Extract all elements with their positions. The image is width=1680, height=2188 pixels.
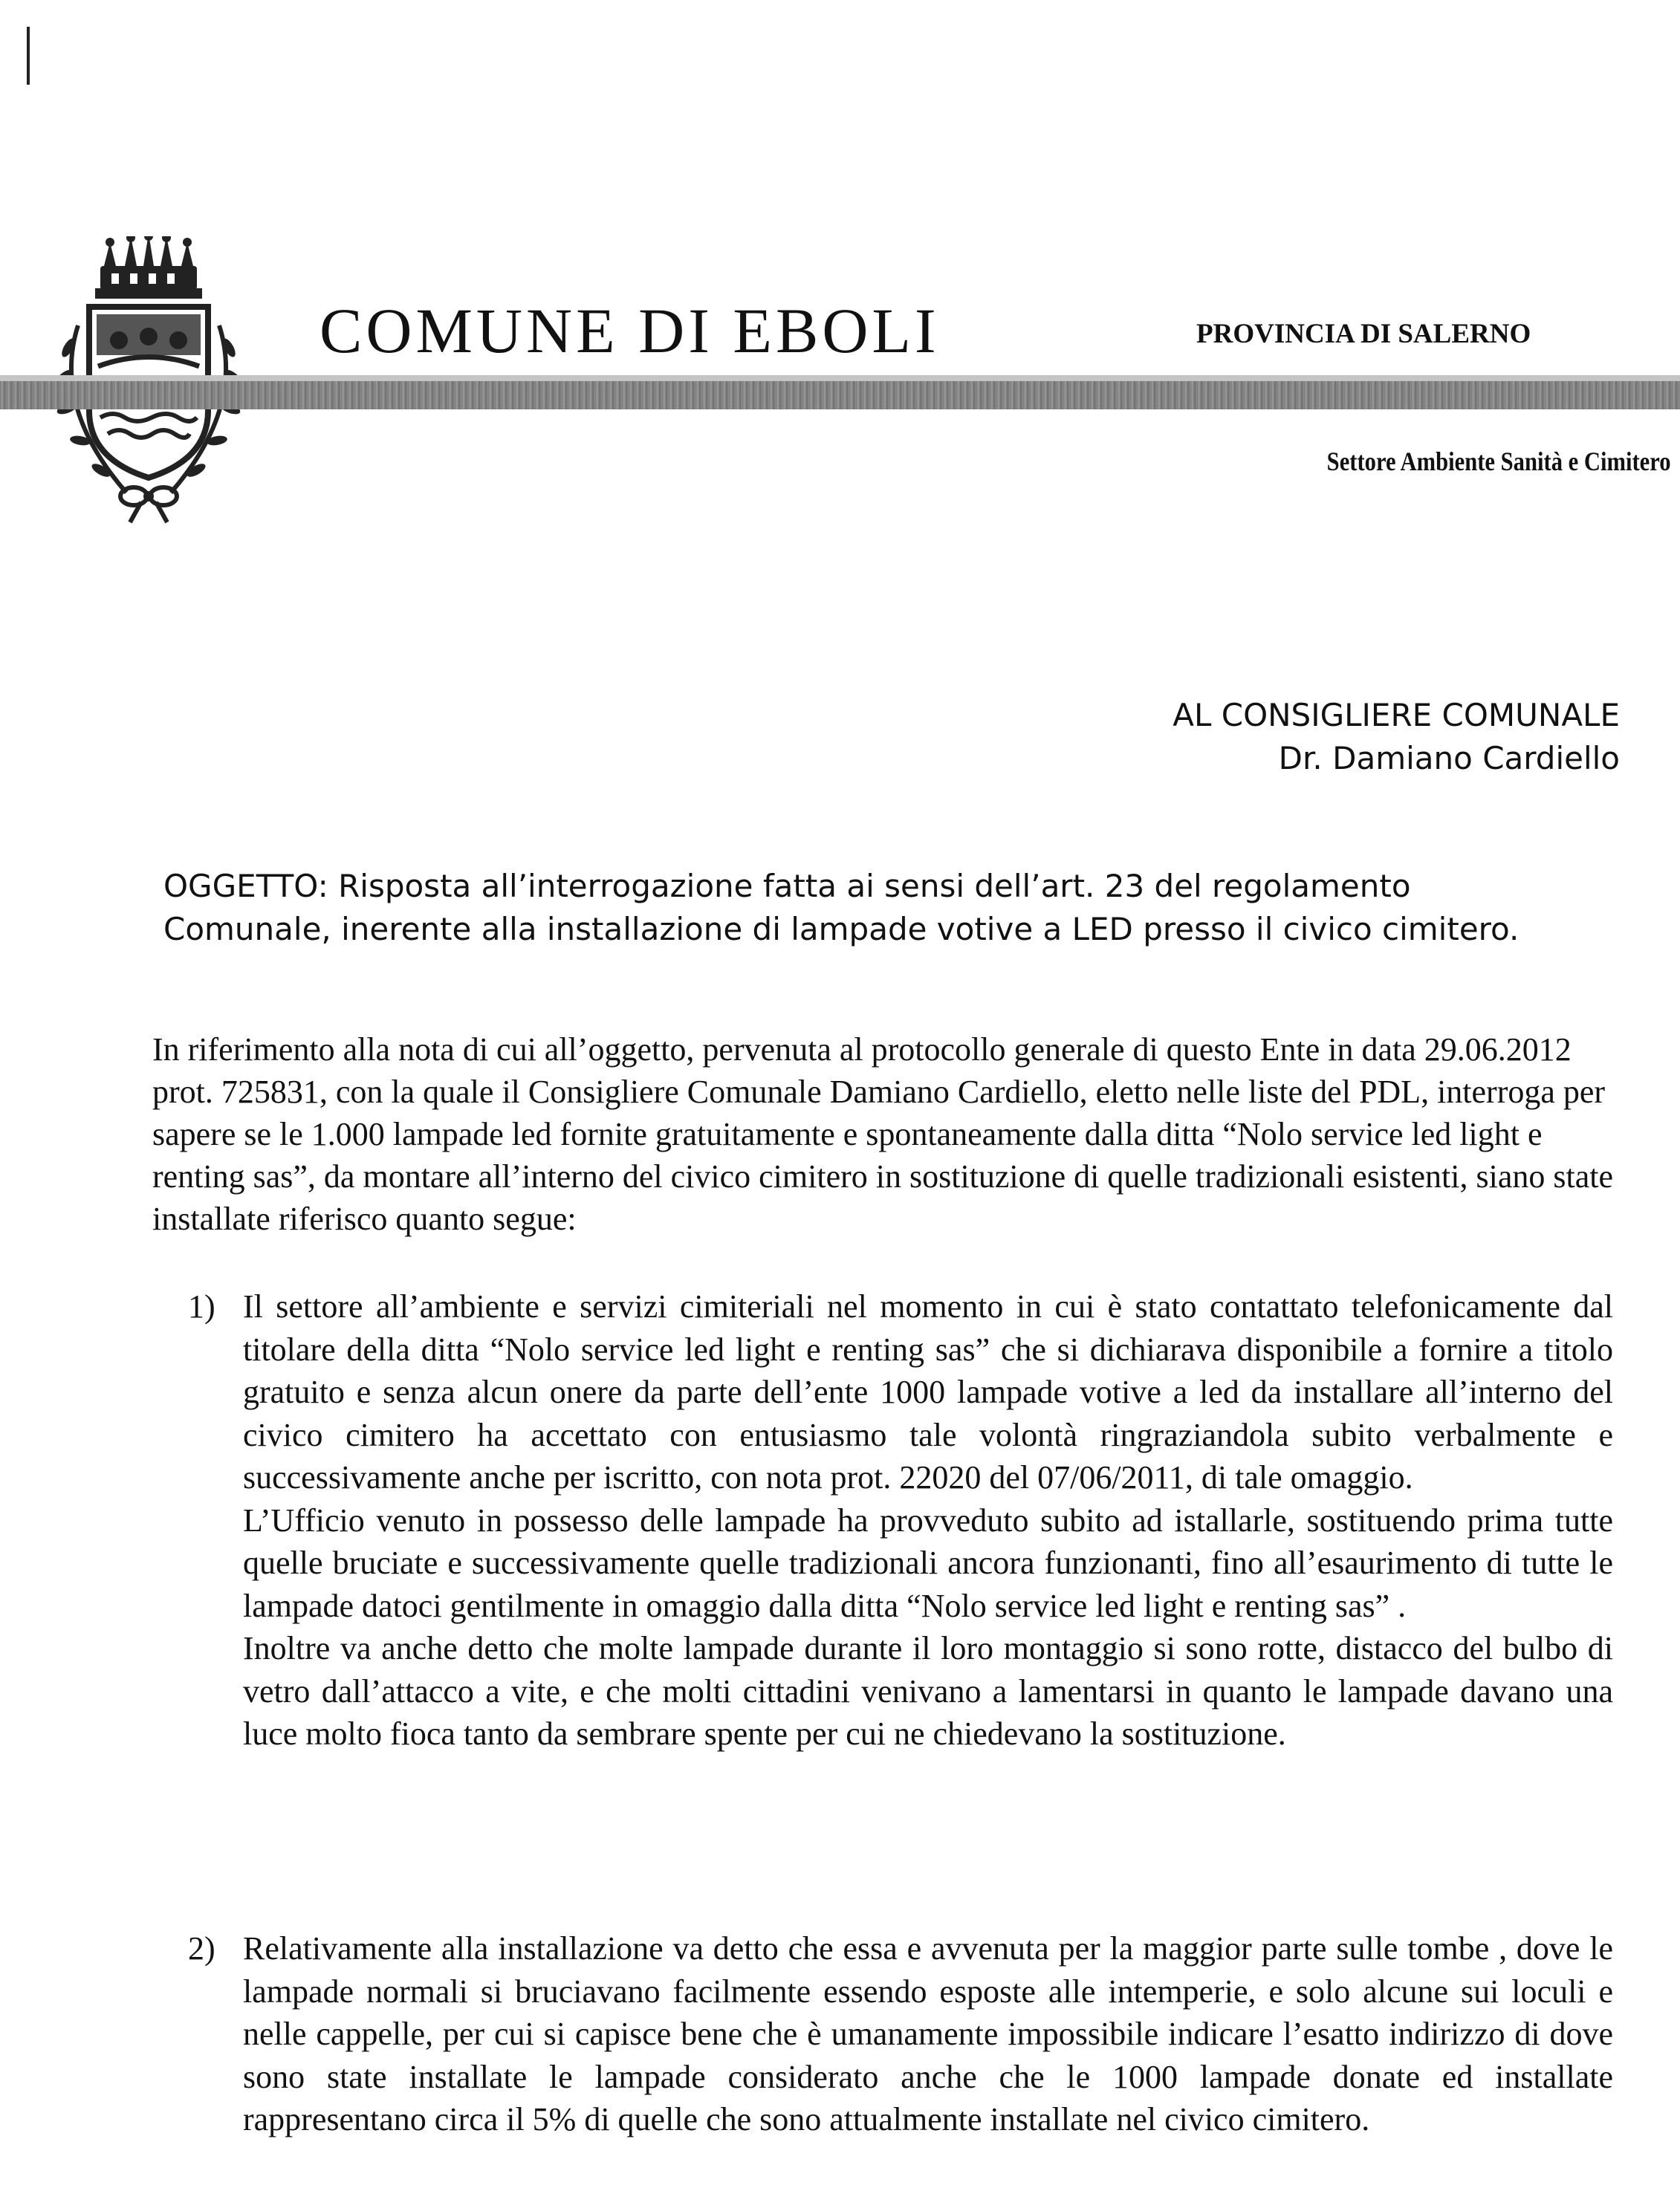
recipient-name: Dr. Damiano Cardiello	[1278, 740, 1620, 776]
subject-text: Risposta all’interrogazione fatta ai sensi dell’art. 23 del regolamento Comunale, inerente alla installazione di lampade votive a LED presso il civico cimitero.	[163, 868, 1520, 947]
list-item-number: 2)	[188, 1930, 215, 1967]
subject-label: OGGETTO:	[163, 868, 328, 904]
list-item	[188, 1927, 1613, 2141]
department-label: Settore Ambiente Sanità e Cimitero	[1327, 447, 1671, 476]
list-item	[188, 1285, 1613, 1756]
header-band-highlight	[0, 375, 1680, 381]
list-item-paragraph: L’Ufficio venuto in possesso delle lampade ha provveduto subito ad istallarle, sostituendo prima tutte quelle bruciate e successivamente quelle tradizionali ancora funzionanti, fino all’esaurimento di tutte le lampade datoci gentilmente in omaggio dalla ditta “Nolo service led light e renting sas” .	[243, 1502, 1613, 1624]
margin-mark	[27, 27, 30, 85]
list-item-paragraph: Inoltre va anche detto che molte lampade durante il loro montaggio si sono rotte, distacco del bulbo di vetro dall’attacco a vite, e che molti cittadini venivano a lamentarsi in quanto le lampade davano una luce molto fioca tanto da sembrare spente per cui ne chiedevano la sostituzione.	[243, 1630, 1613, 1752]
province-label: PROVINCIA DI SALERNO	[1196, 319, 1531, 349]
page-title: COMUNE DI EBOLI	[320, 295, 940, 366]
subject-block	[163, 865, 1560, 951]
intro-paragraph: In riferimento alla nota di cui all’oggetto, pervenuta al protocollo generale di questo Ente in data 29.06.2012 prot. 725831, con la quale il Consigliere Comunale Damiano Cardiello, eletto nelle liste del PDL, interroga per sapere se le 1.000 lampade led fornite gratuitamente e spontaneamente dalla ditta “Nolo service led light e renting sas”, da montare all’interno del civico cimitero in sostituzione di quelle tradizionali esistenti, siano state installate riferisco quanto segue:	[152, 1031, 1613, 1237]
list-item-paragraph: Il settore all’ambiente e servizi cimiteriali nel momento in cui è stato contattato telefonicamente dal titolare della ditta “Nolo service led light e renting sas” che si dichiarava disponibile a fornire a titolo gratuito e senza alcun onere da parte dell’ente 1000 lampade votive a led da installare all’interno del civico cimitero ha accettato con entusiasmo tale volontà ringraziandola subito verbalmente e successivamente anche per iscritto, con nota prot. 22020 del 07/06/2011, di tale omaggio.	[243, 1288, 1613, 1496]
list-item-paragraph: Relativamente alla installazione va detto che essa e avvenuta per la maggior parte sulle tombe , dove le lampade normali si bruciavano facilmente essendo esposte alle intemperie, e solo alcune sui loculi e nelle cappelle, per cui si capisce bene che è umanamente impossibile indicare l’esatto indirizzo di dove sono state installate le lampade considerato anche che le 1000 lampade donate ed installate rappresentano circa il 5% di quelle che sono attualmente installate nel civico cimitero.	[243, 1930, 1613, 2137]
recipient-title: AL CONSIGLIERE COMUNALE	[1173, 697, 1620, 733]
list-item-number: 1)	[188, 1288, 215, 1325]
